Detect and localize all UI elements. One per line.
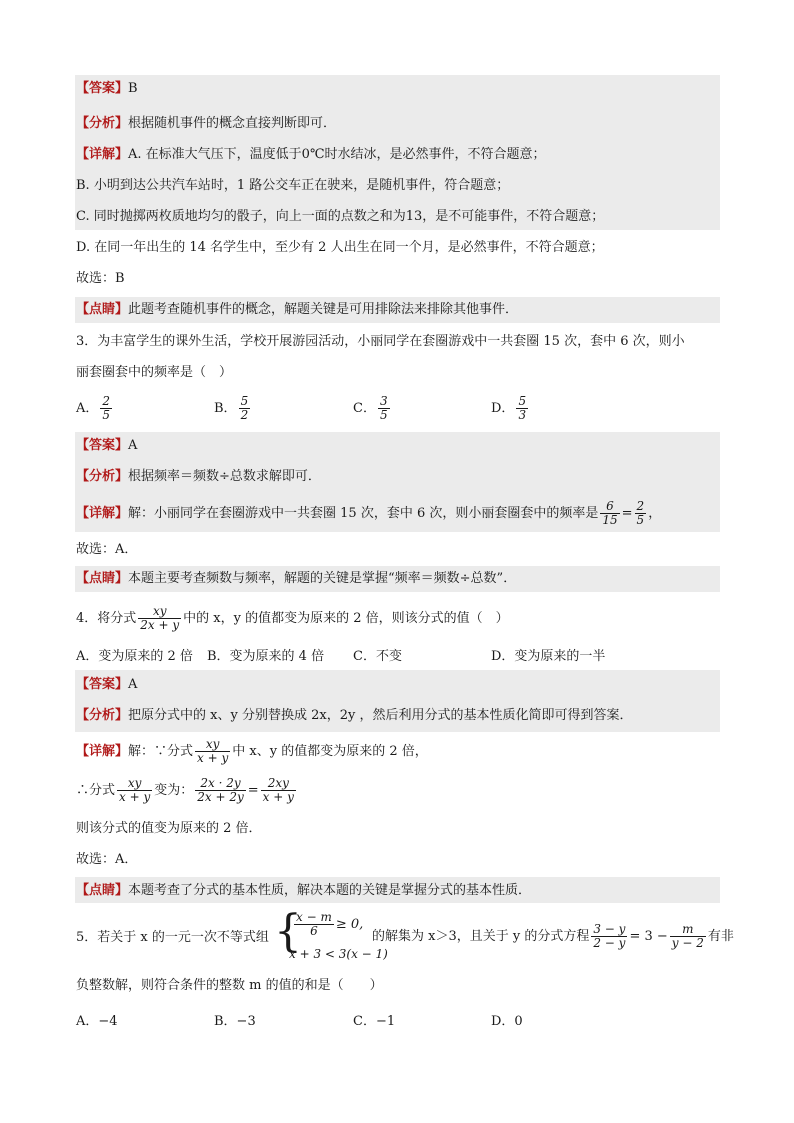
q4-option-b: B．变为原来的 4 倍 (207, 649, 325, 664)
detail-line-c: C. 同时抛掷两枚质地均匀的骰子，向上一面的点数之和为13，是不可能事件，不符合题意； (76, 209, 605, 224)
q5-stem-line2: 负整数解，则符合条件的整数 m 的值的和是（ ） (76, 978, 383, 993)
q3-option-a: A． $\frac{2}{5}$ (76, 394, 111, 422)
q5-option-b: B．−3 (214, 1014, 256, 1029)
q4-stem: 4．将分式 $\frac{xy}{2x + y}$ 中的 x，y 的值都变为原来的 2 倍，则该分式的值（ ） (76, 604, 509, 632)
answer-line: 【答案】B (76, 81, 138, 96)
q4-option-d: D．变为原来的一半 (491, 649, 606, 664)
q3-stem-line2: 丽套圈套中的频率是（ ） (76, 365, 233, 380)
q5-inequality-1: $\frac{x - m}{6}$ ≥ 0, (296, 910, 364, 938)
q4-option-a: A．变为原来的 2 倍 (76, 649, 193, 664)
q5-option-c: C．−1 (353, 1014, 396, 1029)
q3-analysis-line: 【分析】根据频率＝频数÷总数求解即可． (76, 469, 321, 484)
q3-answer-line: 【答案】A (76, 438, 138, 453)
detail-line: 【详解】A. 在标准大气压下，温度低于0℃时水结冰，是必然事件，不符合题意； (76, 147, 546, 162)
q3-stem-line1: 3．为丰富学生的课外生活，学校开展游园活动，小丽同学在套圈游戏中一共套圈 15 次，套中 6 次，则小 (76, 334, 685, 349)
q4-derivation-line: ∴分式 $\frac{xy}{x + y}$ 变为： $\frac{2x \cdot 2y}{2x + 2y}$ = $\frac{2xy}{x + y}$ (76, 776, 294, 804)
q5-stem-pre: 5．若关于 x 的一元一次不等式组 (76, 930, 269, 945)
q4-answer-line: 【答案】A (76, 677, 138, 692)
q5-stem-mid: 的解集为 x＞3，且关于 y 的分式方程 $\frac{3 - y}{2 - y}$ = 3 − $\frac{m}{y - 2}$ 有非 (372, 922, 734, 950)
q3-detail-line: 【详解】解：小丽同学在套圈游戏中一共套圈 15 次，套中 6 次，则小丽套圈套中的频率是 $\frac{6}{15}$ = $\frac{2}{5}$ ， (76, 499, 662, 527)
q4-choice-line: 故选：A． (76, 852, 138, 867)
q3-option-c: C． $\frac{3}{5}$ (353, 394, 388, 422)
detail-line-b: B. 小明到达公共汽车站时，1 路公交车正在驶来，是随机事件，符合题意； (76, 178, 510, 193)
q5-inequality-2: x + 3 < 3(x − 1) (289, 947, 388, 961)
q3-option-b: B． $\frac{5}{2}$ (214, 394, 249, 422)
q3-option-d: D． $\frac{5}{3}$ (491, 394, 527, 422)
q4-analysis-line: 【分析】把原分式中的 x、y 分别替换成 2x，2y ，然后利用分式的基本性质化简即可得到答案． (76, 708, 633, 723)
q4-option-c: C．不变 (353, 649, 402, 664)
q4-comment-line: 【点睛】本题考查了分式的基本性质，解决本题的关键是掌握分式的基本性质． (76, 883, 532, 898)
q5-option-d: D．0 (491, 1014, 523, 1029)
q5-system-brace: { (274, 906, 302, 957)
q5-option-a: A．−4 (76, 1014, 118, 1029)
detail-line-d: D. 在同一年出生的 14 名学生中，至少有 2 人出生在同一个月，是必然事件，不符合题意； (76, 240, 604, 255)
analysis-line: 【分析】根据随机事件的概念直接判断即可． (76, 116, 337, 131)
q3-choice-line: 故选：A． (76, 542, 138, 557)
choice-line: 故选：B (76, 271, 125, 286)
q4-conclusion-line: 则该分式的值变为原来的 2 倍． (76, 821, 262, 836)
comment-line: 【点睛】此题考查随机事件的概念，解题关键是可用排除法来排除其他事件． (76, 302, 519, 317)
q3-comment-line: 【点睛】本题主要考查频数与频率，解题的关键是掌握“频率＝频数÷总数”． (76, 571, 517, 586)
q4-detail-line: 【详解】解：∵分式 $\frac{xy}{x + y}$ 中 x、y 的值都变为原来的 2 倍， (76, 737, 428, 765)
